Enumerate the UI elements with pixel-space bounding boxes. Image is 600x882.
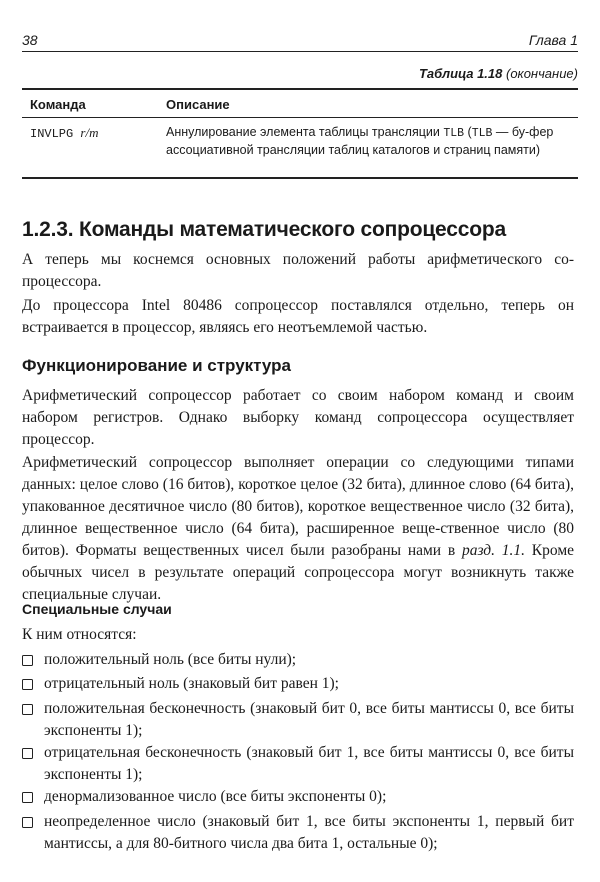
- list-item: положительная бесконечность (знаковый бит 0, все биты мантиссы 0, все биты экспоненты 1);: [22, 698, 574, 742]
- table-top-rule: [22, 88, 578, 90]
- section-heading: 1.2.3. Команды математического сопроцессора: [22, 218, 506, 241]
- table-caption-number: Таблица 1.18: [418, 66, 503, 81]
- list-item: положительный ноль (все биты нули);: [22, 649, 574, 671]
- list-item: неопределенное число (знаковый бит 1, все биты экспоненты 1, первый бит мантиссы, а для 80-битного числа два бита 1, остальные 0);: [22, 811, 574, 855]
- checkbox-bullet-icon: [22, 679, 33, 690]
- running-header: [22, 32, 578, 50]
- paragraph: Арифметический сопроцессор работает со своим набором команд и своим набором регистров. Однако выборку команд сопроцессора осуществляет процессор.: [22, 387, 574, 448]
- checkbox-bullet-icon: [22, 792, 33, 803]
- paragraph: А теперь мы коснемся основных положений работы арифметического со-процессора.: [22, 251, 574, 290]
- checkbox-bullet-icon: [22, 748, 33, 759]
- table-cell-command: [30, 125, 98, 141]
- table-header-description: Описание: [166, 97, 230, 112]
- paragraph: До процессора Intel 80486 сопроцессор поставлялся отдельно, теперь он встраивается в процессор, являясь его неотъемлемой частью.: [22, 297, 574, 336]
- paragraph: Арифметический сопроцессор выполняет операции со следующими типами данных: целое слово (16 битов), короткое целое (32 бита), длинное слово (64 бита), упакованное десятичное число (80 битов), короткое вещественное число (32 бита), длинное вещественное число (64 бита), расширенное веще-ственное число (80 битов). Форматы вещественных чисел были разобраны нами в разд. 1.1. Кроме обычных чисел в результате операций сопроцессора могут возникнуть также специальные случаи.: [22, 454, 575, 603]
- list-item: отрицательный ноль (знаковый бит равен 1);: [22, 673, 574, 695]
- list-intro: К ним относятся:: [22, 626, 137, 643]
- command-mnemonic: INVLPG: [30, 127, 74, 141]
- chapter-label: Глава 1: [528, 32, 578, 48]
- command-operand: r/m: [80, 125, 99, 140]
- table-caption: [419, 66, 578, 81]
- section-reference: разд. 1.1.: [461, 542, 526, 559]
- table-caption-note: (окончание): [502, 66, 578, 81]
- subsection-heading: Функционирование и структура: [22, 356, 291, 375]
- table-cell-description: Аннулирование элемента таблицы трансляции TLB (TLB — бу-фер ассоциативной трансляции таблиц каталогов и страниц памяти): [166, 125, 554, 157]
- list-item: денормализованное число (все биты экспоненты 0);: [22, 786, 574, 808]
- checkbox-bullet-icon: [22, 817, 33, 828]
- list-item: отрицательная бесконечность (знаковый бит 1, все биты мантиссы 0, все биты экспоненты 1);: [22, 742, 574, 786]
- subsubsection-heading: Специальные случаи: [22, 601, 172, 617]
- checkbox-bullet-icon: [22, 704, 33, 715]
- table-header-rule: [22, 117, 578, 118]
- checkbox-bullet-icon: [22, 655, 33, 666]
- table-bottom-rule: [22, 177, 578, 179]
- table-header-command: Команда: [30, 97, 86, 112]
- header-rule: [22, 51, 578, 52]
- page-number: 38: [22, 32, 38, 48]
